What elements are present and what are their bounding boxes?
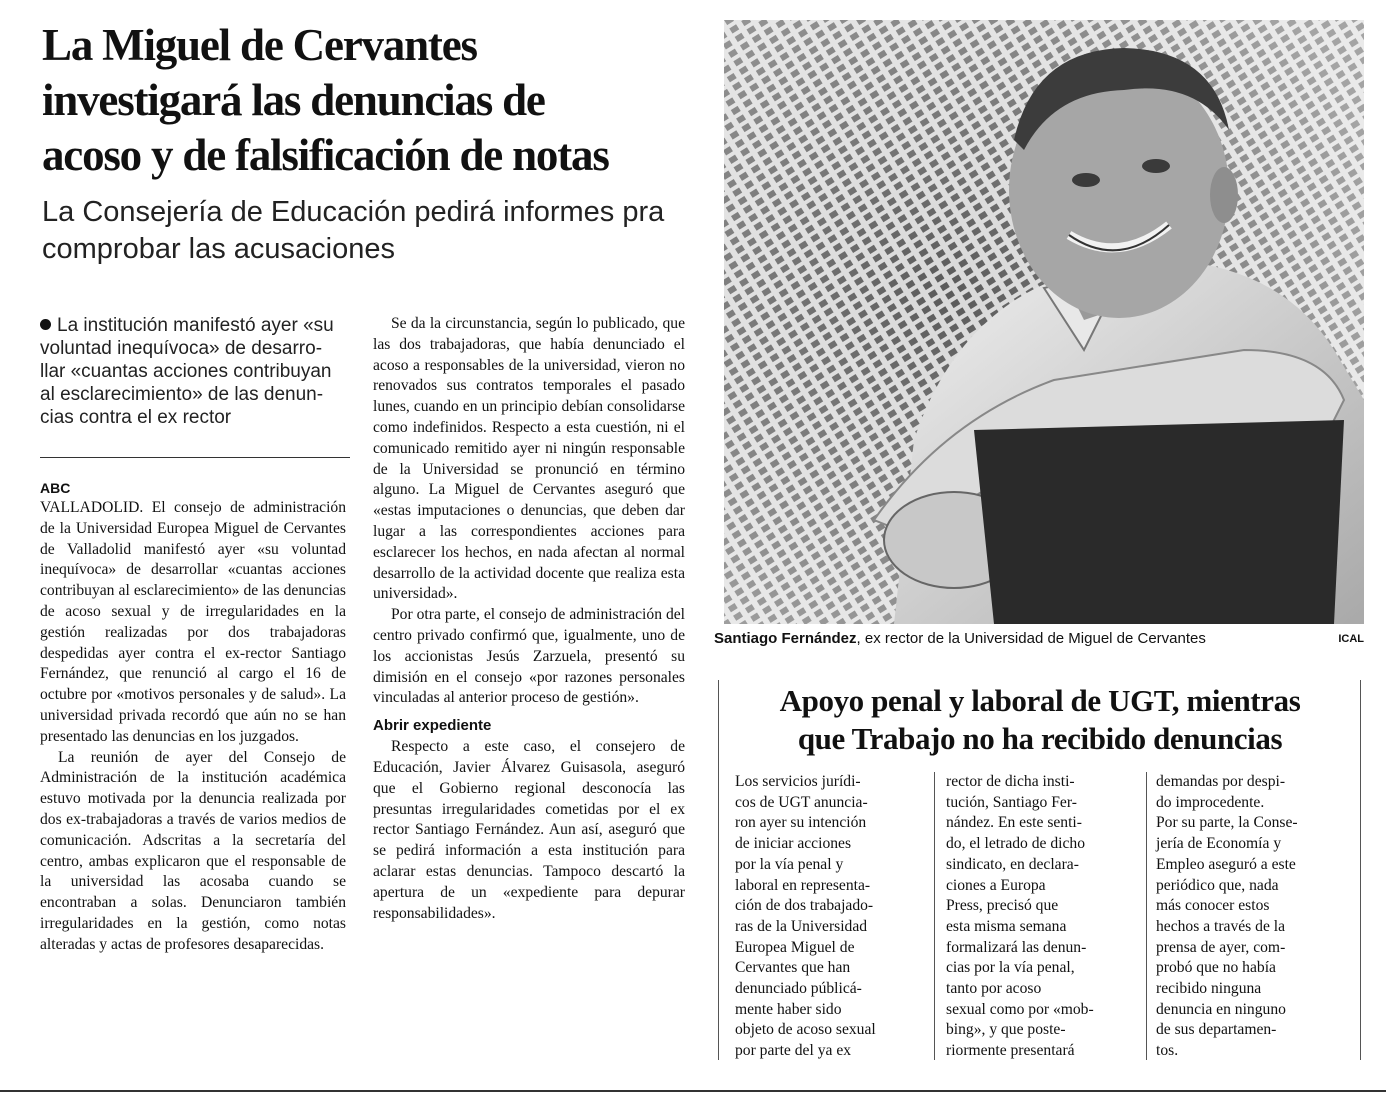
headline <box>42 18 722 183</box>
sidebar-line: recibido ninguna <box>1156 980 1262 998</box>
subheadline-line: comprobar las acusaciones <box>42 233 396 265</box>
sidebar-line: hechos a través de la <box>1156 917 1286 935</box>
portrait-photo-image <box>724 20 1364 624</box>
article-paragraph: Se da la circunstancia, según lo publicado, que las dos trabajadoras, que había denunciado el acoso a responsables de la universidad, vieron no renovados sus contratos temporales el pasado lunes, cuando en un principio debían consolidarse como indefinidos. Respecto a esta cuestión, ni el comunicado remitido ayer ni ningún responsable de la Universidad se pronunció en término alguno. La Miguel de Cervantes aseguró que «estas imputaciones o denuncias, que deben dar lugar a las correspondientes acciones para esclarecer los hechos, en nada afectan al normal desarrollo de la actividad docente que realiza esta universidad». <box>373 315 685 603</box>
sidebar-line: ras de la Universidad <box>735 917 868 935</box>
sidebar-line: tución, Santiago Fer- <box>946 793 1077 811</box>
summary-line: voluntad inequívoca» de desarro- <box>40 338 323 359</box>
sidebar-divider-left <box>718 680 719 1060</box>
sidebar-title-line: Apoyo penal y laboral de UGT, mientras <box>779 683 1301 718</box>
sidebar-title-line: que Trabajo no ha recibido denuncias <box>797 721 1283 756</box>
sidebar-line: denuncia en ninguno <box>1156 1000 1286 1018</box>
bullet-icon <box>40 319 51 330</box>
sidebar-column-3 <box>1156 772 1346 1062</box>
article-paragraph: VALLADOLID. El consejo de administración de la Universidad Europea Miguel de Cervantes de Valladolid manifestó ayer «su voluntad inequívoca» de desarrollar «cuantas acciones contribuyan al esclarecimiento» de las denuncias de acoso sexual y de irregularidades en la gestión realizadas por dos trabajadoras despedidas ayer contra el ex-rector Santiago Fernández, que renunció al cargo el 16 de octubre por «motivos personales y de salud». La universidad privada recordó que aún no se han presentado las denuncias en los juzgados. <box>40 499 346 745</box>
sidebar-line: esta misma semana <box>946 917 1067 935</box>
photo-caption <box>714 628 1364 650</box>
portrait-photo <box>724 20 1364 624</box>
sidebar-line: probó que no había <box>1156 959 1276 977</box>
sidebar-line: Empleo aseguró a este <box>1156 855 1296 873</box>
section-subtitle: Abrir expediente <box>373 717 492 735</box>
sidebar-line: mente haber sido <box>735 1000 842 1018</box>
caption-text: , ex rector de la Universidad de Miguel de Cervantes <box>856 630 1206 647</box>
summary-line: La institución manifestó ayer «su <box>57 315 334 336</box>
sidebar-line: periódico que, nada <box>1156 876 1279 894</box>
summary-box <box>40 314 352 429</box>
headline-line: investigará las denuncias de <box>42 75 545 125</box>
sidebar-column-1 <box>735 772 920 1062</box>
article-paragraph: Por otra parte, el consejo de administración del centro privado confirmó que, igualmente, uno de los accionistas Jesús Zarzuela, presentó su dimisión en el consejo «por razones personales vinculadas al anterior proceso de gestión». <box>373 606 685 707</box>
sidebar-line: demandas por despi- <box>1156 773 1286 790</box>
summary-line: cias contra el ex rector <box>40 407 232 428</box>
article-source: ABC <box>40 480 71 496</box>
sidebar-line: Press, precisó que <box>946 897 1059 915</box>
sidebar-line: nández. En este senti- <box>946 814 1082 832</box>
sidebar-line: prensa de ayer, com- <box>1156 938 1286 956</box>
page-bottom-rule <box>0 1090 1386 1092</box>
sidebar-line: sindicato, en declara- <box>946 855 1079 873</box>
sidebar-line: Por su parte, la Conse- <box>1156 814 1298 832</box>
sidebar-line: Los servicios jurídi- <box>735 773 861 790</box>
summary-divider <box>40 457 350 458</box>
sidebar-line: jería de Economía y <box>1156 835 1282 853</box>
article-column-1 <box>40 478 346 956</box>
article-column-2 <box>373 314 685 924</box>
sidebar-line: objeto de acoso sexual <box>735 1021 876 1039</box>
sidebar-line: tanto por acoso <box>946 980 1042 998</box>
sidebar-line: bing», y que poste- <box>946 1021 1066 1039</box>
sidebar-line: riormente presentará <box>946 1042 1075 1060</box>
sidebar-line: de sus departamen- <box>1156 1021 1277 1039</box>
summary-line: llar «cuantas acciones contribuyan <box>40 361 332 382</box>
subheadline <box>42 194 722 268</box>
headline-line: acoso y de falsificación de notas <box>42 130 609 180</box>
sidebar-line: tos. <box>1156 1042 1179 1060</box>
article-paragraph: La reunión de ayer del Consejo de Administración de la institución académica estuvo motivada por la denuncia realizada por dos ex-trabajadoras a través de varios medios de comunicación. Adscritas a la secretaría del centro, ambas explicaron que el responsable de la universidad las acosaba cuando se encontraban a solas. Denunciaron también irregularidades en la gestión, como notas alteradas y actas de profesores desaparecidas. <box>40 748 346 953</box>
photo-credit: ICAL <box>1338 633 1364 645</box>
summary-line: al esclarecimiento» de las denun- <box>40 384 324 405</box>
sidebar-line: Cervantes que han <box>735 959 851 977</box>
sidebar-line: sexual como por «mob- <box>946 1000 1094 1018</box>
sidebar-line: denunciado públicá- <box>735 980 862 998</box>
sidebar-column-divider <box>934 772 935 1060</box>
sidebar-line: ción de dos trabajado- <box>735 897 874 915</box>
sidebar-line: do, el letrado de dicho <box>946 835 1085 853</box>
sidebar-line: laboral en representa- <box>735 876 871 894</box>
sidebar-line: cias por la vía penal, <box>946 959 1075 977</box>
sidebar-line: ron ayer su intención <box>735 814 867 832</box>
sidebar-divider-right <box>1360 680 1361 1060</box>
summary-line-wrap <box>40 314 352 337</box>
sidebar-line: por la vía penal y <box>735 855 844 873</box>
sidebar-column-2 <box>946 772 1136 1062</box>
sidebar-line: ciones a Europa <box>946 876 1046 894</box>
sidebar-line: do improcedente. <box>1156 793 1265 811</box>
subheadline-line: La Consejería de Educación pedirá informes pra <box>42 196 665 228</box>
sidebar-line: de iniciar acciones <box>735 835 852 853</box>
article-paragraph: Respecto a este caso, el consejero de Educación, Javier Álvarez Guisasola, aseguró que el Gobierno regional desconocía las presuntas irregularidades cometidas por el ex rector Santiago Fernández. Aun así, aseguró que se pedirá información a esta institución para aclarar estas denuncias. Tampoco descartó la apertura de un «expediente para depurar responsabilidades». <box>373 738 685 922</box>
headline-line: La Miguel de Cervantes <box>42 20 477 70</box>
sidebar-line: más conocer estos <box>1156 897 1270 915</box>
sidebar-line: rector de dicha insti- <box>946 773 1075 790</box>
sidebar-line: Europea Miguel de <box>735 938 855 956</box>
sidebar-line: cos de UGT anuncia- <box>735 793 868 811</box>
sidebar-line: por parte del ya ex <box>735 1042 852 1060</box>
sidebar-column-divider <box>1146 772 1147 1060</box>
sidebar-title <box>720 682 1360 758</box>
caption-name: Santiago Fernández <box>714 630 857 647</box>
sidebar-line: formalizará las denun- <box>946 938 1087 956</box>
